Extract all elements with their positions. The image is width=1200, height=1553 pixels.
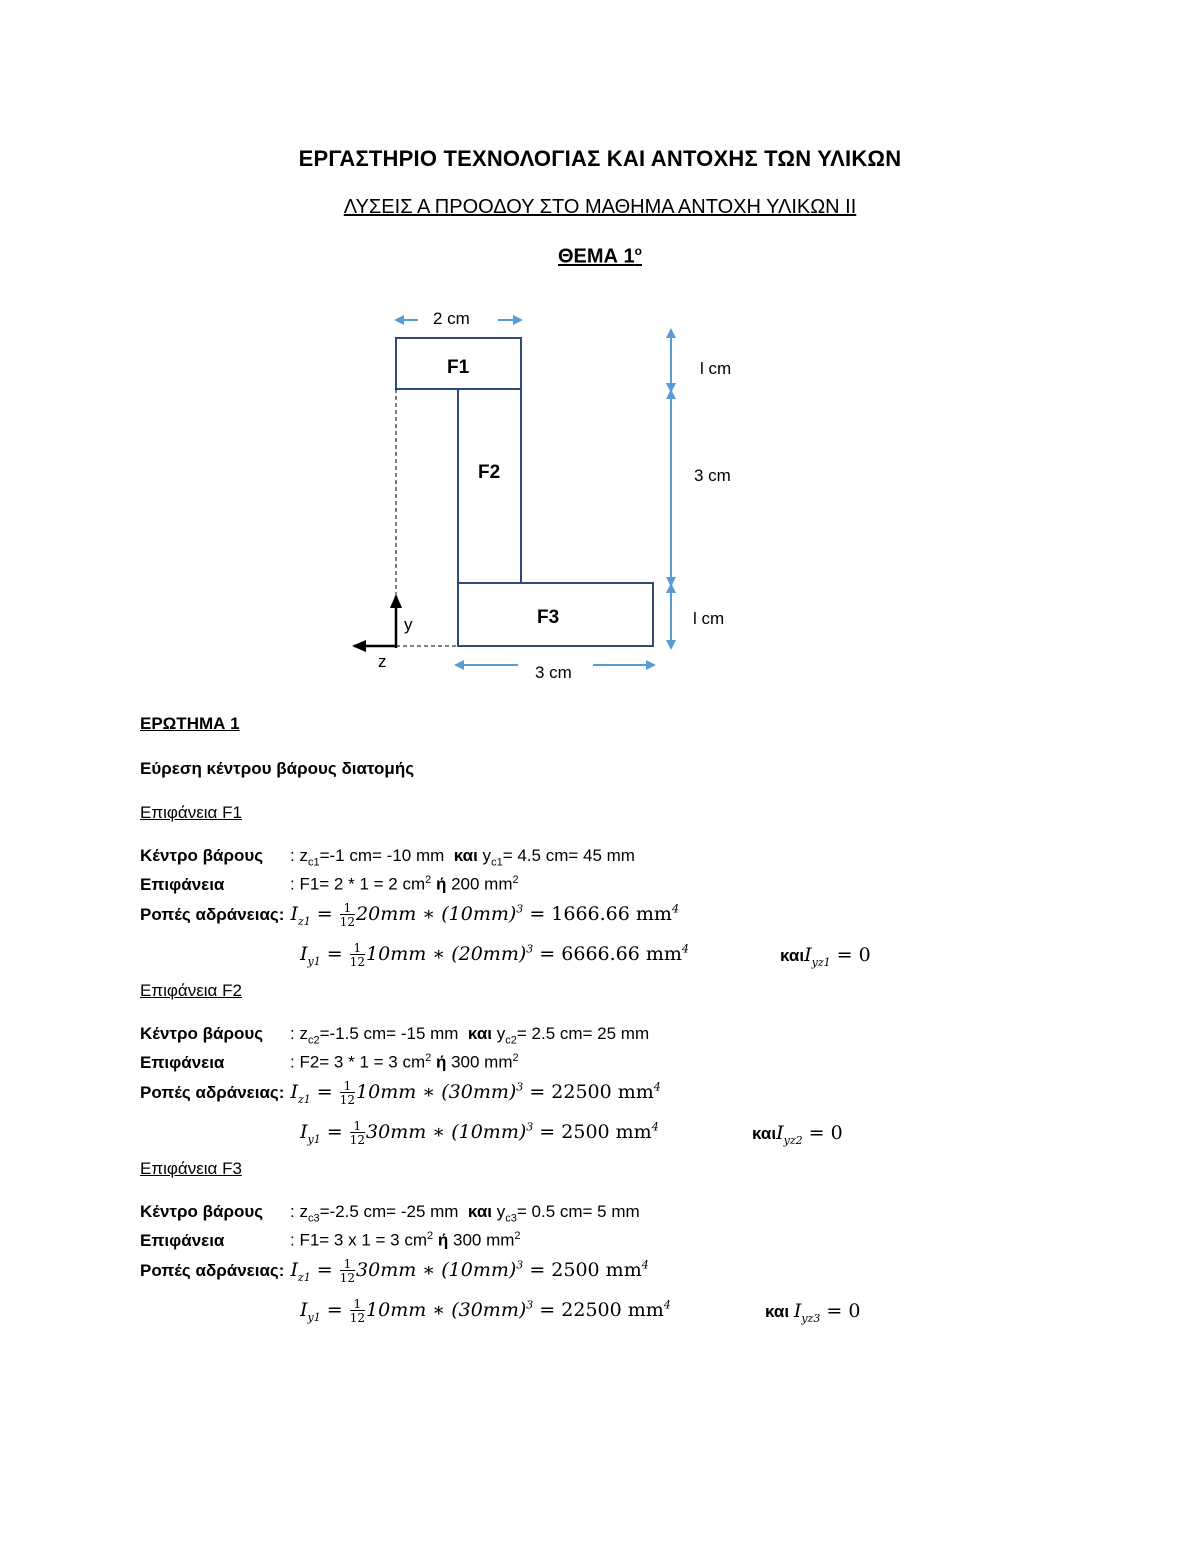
surface-heading-word: Επιφάνεια — [140, 981, 218, 1000]
moments-label: Ροπές αδράνειας: — [140, 1261, 285, 1280]
yc-sub: c3 — [505, 1212, 517, 1225]
moment-z-row-f3 — [140, 1258, 649, 1284]
area-value: : F1= 2 * 1 = 2 cm — [290, 874, 426, 894]
sup-2: 2 — [514, 1230, 521, 1242]
area-label: Επιφάνεια — [140, 1052, 225, 1072]
iz-formula: $I_{z1}$ = $\frac{1}{12}$ 20mm ∗ $(10mm)^3 = 1666.66$ $mm^4$ — [290, 901, 679, 929]
area-mm: 300 mm — [446, 1052, 513, 1072]
or-word: ή — [435, 874, 447, 894]
label-f1: F1 — [447, 357, 470, 378]
area-label: Επιφάνεια — [140, 874, 225, 894]
and-word: και — [467, 1202, 492, 1221]
topic-superscript: ο — [634, 244, 643, 258]
sup-2: 2 — [512, 874, 519, 886]
yc-value: = 0.5 cm= 5 mm — [516, 1202, 640, 1221]
area-row-f1 — [140, 874, 519, 895]
area-mm: 200 mm — [446, 874, 513, 894]
and-word: και — [780, 946, 805, 965]
zc-value: =-2.5 cm= -25 mm — [319, 1202, 459, 1221]
cross-section-figure — [0, 0, 1200, 700]
sup-2: 2 — [425, 874, 432, 886]
iy-formula: $I_{y1}$ = $\frac{1}{12}$ 10mm ∗ $(20mm)^3 = 6666.66$ $mm^4$ — [300, 941, 689, 969]
page-subtitle: ΛΥΣΕΙΣ Α ΠΡΟΟΔΟΥ ΣΤΟ ΜΑΘΗΜΑ ΑΝΤΟΧΗ ΥΛΙΚΩΝ ΙΙ — [343, 196, 857, 218]
iz-formula: $I_{z1}$ = $\frac{1}{12}$ 30mm ∗ $(10mm)^3 = 2500$ $mm^4$ — [290, 1257, 649, 1285]
dim-right-2-label: 3 cm — [694, 466, 731, 485]
dim-bottom-label: 3 cm — [535, 663, 572, 682]
surface-heading-f3 — [140, 1159, 242, 1179]
surface-heading-name: F1 — [222, 803, 242, 822]
yc-value: = 2.5 cm= 25 mm — [516, 1024, 650, 1043]
surface-heading-word: Επιφάνεια — [140, 803, 218, 822]
centroid-label: Κέντρο βάρους — [140, 1202, 264, 1221]
centroid-label: Κέντρο βάρους — [140, 1024, 264, 1043]
area-value: : F2= 3 * 1 = 3 cm — [290, 1052, 426, 1072]
zc-sub: c3 — [307, 1212, 320, 1225]
topic-text: ΘΕΜΑ 1 — [557, 245, 635, 268]
moment-y-row-f1 — [300, 942, 689, 968]
and-word: και — [453, 846, 478, 865]
and-word: και — [765, 1302, 790, 1321]
label-f2: F2 — [478, 462, 501, 483]
or-word: ή — [437, 1230, 449, 1250]
surface-heading-word: Επιφάνεια — [140, 1159, 218, 1178]
label-f3: F3 — [537, 607, 560, 628]
zc-sub: c1 — [307, 856, 320, 869]
moment-y-row-f2 — [300, 1120, 659, 1146]
yc-sub: c2 — [505, 1034, 517, 1047]
surface-heading-f1 — [140, 803, 242, 823]
surface-heading-name: F2 — [222, 981, 242, 1000]
question-heading: ΕΡΩΤΗΜΑ 1 — [140, 714, 240, 733]
moment-z-row-f2 — [140, 1080, 661, 1106]
area-row-f2 — [140, 1052, 519, 1073]
yc-value: = 4.5 cm= 45 mm — [502, 846, 635, 865]
dim-right-3-label: l cm — [693, 609, 725, 628]
y-axis-label: y — [404, 615, 413, 634]
moments-label: Ροπές αδράνειας: — [140, 905, 285, 924]
centroid-row-f2: Κέντρο βάρους : $z_{c2}=-1.5$ cm= -15 mm και $y_{c2}= 2.5$ cm= 25 mm — [140, 1024, 650, 1047]
question-task: Εύρεση κέντρου βάρους διατομής — [140, 759, 415, 778]
z-axis-label: z — [378, 652, 387, 671]
area-mm: 300 mm — [448, 1230, 515, 1250]
moments-label: Ροπές αδράνειας: — [140, 1083, 285, 1102]
product-moment-f2: καιI$_{yz2}$ = 0 — [752, 1122, 843, 1147]
sup-2: 2 — [512, 1052, 519, 1064]
zc-sub: c2 — [307, 1034, 320, 1047]
surface-heading-name: F3 — [222, 1159, 242, 1178]
page-title: ΕΡΓΑΣΤΗΡΙΟ ΤΕΧΝΟΛΟΓΙΑΣ ΚΑΙ ΑΝΤΟΧΗΣ ΤΩΝ ΥΛΙΚΩΝ — [298, 146, 902, 171]
and-word: και — [752, 1124, 777, 1143]
dim-top-label: 2 cm — [433, 309, 470, 328]
area-row-f3 — [140, 1230, 521, 1251]
iy-formula: $I_{y1}$ = $\frac{1}{12}$ 10mm ∗ $(30mm)^3 = 22500$ $mm^4$ — [300, 1297, 671, 1325]
centroid-row-f3: Κέντρο βάρους : $z_{c3}=-2.5$ cm= -25 mm και $y_{c3}= 0.5$ cm= 5 mm — [140, 1202, 640, 1225]
zc-value: =-1.5 cm= -15 mm — [319, 1024, 459, 1043]
zc-value: =-1 cm= -10 mm — [319, 846, 445, 865]
rect-f2 — [458, 389, 521, 583]
centroid-row-f1: Κέντρο βάρους : $z_{c1}=-1$ cm= -10 mm και $y_{c1}= 4.5$ cm= 45 mm — [140, 846, 635, 869]
and-word: και — [467, 1024, 492, 1043]
sup-2: 2 — [427, 1230, 434, 1242]
iz-formula: $I_{z1}$ = $\frac{1}{12}$ 10mm ∗ $(30mm)^3 = 22500$ $mm^4$ — [290, 1079, 661, 1107]
or-word: ή — [435, 1052, 447, 1072]
moment-z-row-f1 — [140, 902, 679, 928]
yc-sub: c1 — [491, 856, 503, 869]
iy-formula: $I_{y1}$ = $\frac{1}{12}$ 30mm ∗ $(10mm)^3 = 2500$ $mm^4$ — [300, 1119, 659, 1147]
product-moment-f3: και $I_{yz3} = 0$ — [765, 1300, 861, 1325]
product-moment-f1: καιI$_{yz1}$ = 0 — [780, 944, 871, 969]
surface-heading-f2 — [140, 981, 242, 1001]
area-label: Επιφάνεια — [140, 1230, 225, 1250]
area-value: : F1= 3 x 1 = 3 cm — [290, 1230, 428, 1250]
sup-2: 2 — [425, 1052, 432, 1064]
centroid-label: Κέντρο βάρους — [140, 846, 264, 865]
moment-y-row-f3 — [300, 1298, 671, 1324]
dim-right-1-label: l cm — [700, 359, 732, 378]
